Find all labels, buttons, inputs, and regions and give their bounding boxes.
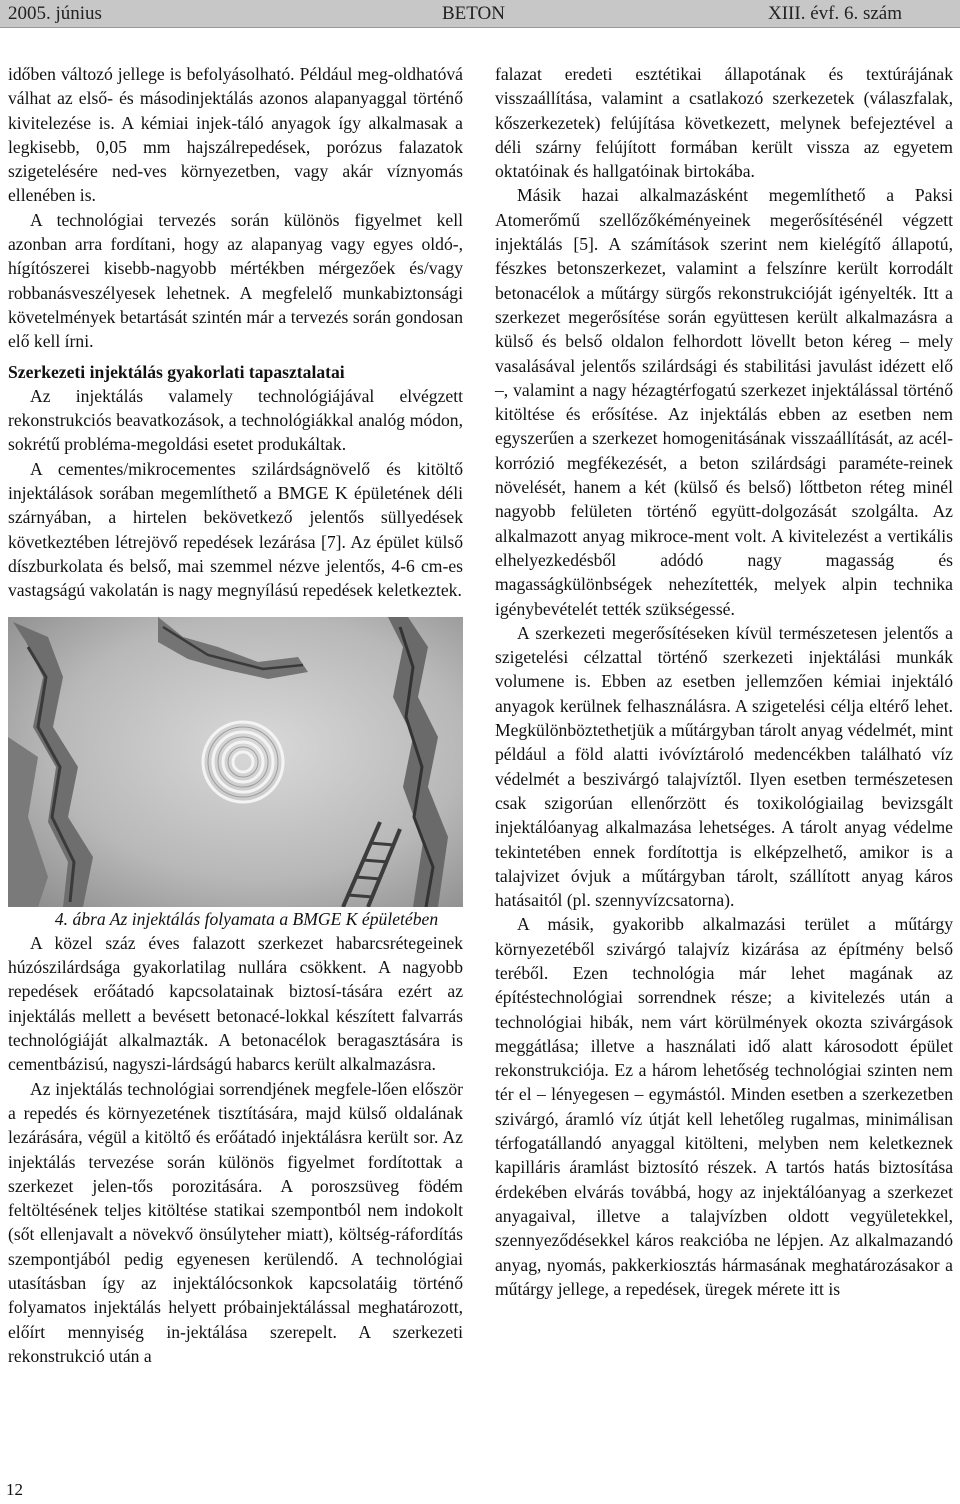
paragraph: Az injektálás valamely technológiájával elvégzett rekonstrukciós beavatkozások, a technológiákkal analóg módon, sokrétű probléma-megoldási esetet produkáltak. (8, 385, 463, 455)
figure-caption: 4. ábra Az injektálás folyamata a BMGE K épületében (54, 908, 439, 929)
paragraph: A szerkezeti megerősítéseken kívül természetesen jelentős a szigetelési célzattal történő szerkezeti injektálási munkák volumene is. Ebben az esetben jellemzően kémiai injektáló anyagok kerülnek felhasználásra. A szigetelési célja eltérő lehet. Megkülönböztethetjük a műtárgyban tárolt anyag védelmét, mint például a föld alatti ivóvíztároló medencékben található víz védelmét a beszivárgó talajvíztől. Ilyen esetben természetesen csak szigorúan ellenőrzött és toxikológiailag bevizsgált injektálóanyag alkalmazása lehetséges. A tárolt anyag védelme tekintetében ennek fordítottja is elképzelhető, amikor is a talajvizet óvjuk a műtárgyban tárolt, szállított anyag káros hatásaitól (pl. szennyvízcsatorna). (495, 622, 953, 911)
paragraph: Az injektálás technológiai sorrendjének megfele-lően először a repedés és környezetének tisztítására, majd külső oldalának lezárására, végül a kitöltő és erőátadó injektálásra került sor. Az injektálás tervezése során különös figyelmet fordítottak a szerkezet jelen-tős porozitására. A poroszsüveg födém feltöltésének teljes kitöltése statikai szempontból nem indokolt (sőt ellenjavalt a növekvő önsúlyteher miatt), költség-ráfordítás szempontjából pedig egyenesen kerülendő. A technológiai utasításban így az injektálócsonkok kapcsolatáig történő folyamatos injektálás helyett próbainjektálással meghatározott, előírt mennyiség in-jektálása szerepelt. A szerkezeti rekonstrukció után a (8, 1078, 463, 1366)
paragraph: A technológiai tervezés során különös figyelmet kell azonban arra fordítani, hogy az alapanyag vagy egyes oldó-, hígítószerei kisebb-nagyobb mértékben mérgezőek és/vagy robbanásveszélyesek lehetnek. A megfelelő munkabiztonsági követelmények betartását szintén már a tervezés során gondosan elő kell írni. (8, 209, 463, 352)
paragraph: Másik hazai alkalmazásként megemlíthető a Paksi Atomerőmű szellőzőkéményeinek megerősítésénél végzett injektálás [5]. A számítások szerint nem kielégítő állapotú, fészkes betonszerkezet, valamint a felszínre került korrodált betonacélok a műtárgy sürgős rekonstrukcióját igényelték. Itt a szerkezet megerősítése során együttesen került alkalmazásra a külső és belső oldalon felhordott lövellt beton kéreg – mely vasalásával jelentős szilárdsági és stabilitási javulást idézett elő –, valamint a nagy hézagtérfogatú szerkezet injektálással történő kitöltése és erősítése. Az injektálás ebben az esetben nem egyszerűen a szerkezet homogenitásának visszaállítását, az acél-korrózió megfékezését, a beton szilárdsági paraméte-reinek növelését, hanem a két (külső és belső) lőttbeton réteg minél nagyobb felületen történő együtt-dolgozását szolgálta. Az alkalmazott anyag mikroce-ment volt. A kivitelezést a vertikális elhelyezkedésből adódó nagy magasság és magasságkülönbségek nehezítették, melyek alpin technika igénybevételét tették szükségessé. (495, 185, 953, 619)
paragraph: A cementes/mikrocementes szilárdságnövelő és kitöltő injektálások sorában megemlíthető a BMGE K épületének déli szárnyában, a hirtelen bekövetkező jelentős süllyedések következtében létrejövő repedések lezárása [7]. Az épület külső díszburkolata és belső, mai szemmel nézve jelentős, 4-6 cm-es vastagságú vakolatán is nagy megnyílású repedések keletkeztek. (8, 458, 463, 601)
paragraph: A közel száz éves falazott szerkezet habarcsrétegeinek húzószilárdsága gyakorlatilag nullára csökkent. A nagyobb repedések erőátadó kapcsolatainak biztosí-tására ezért az injektálás mellett a bevésett betonacé-lokkal készített falvarrás technológiáját alkalmazták. A betonacélok beragasztására is cementbázisú, nagyszi-lárdságú habarcs került alkalmazásra. (8, 932, 463, 1075)
right-column (495, 62, 953, 1301)
page-number: 12 (6, 1480, 23, 1499)
section-heading: Szerkezeti injektálás gyakorlati tapasztalatai (8, 361, 345, 382)
header-journal: BETON (442, 3, 505, 24)
paragraph: A másik, gyakoribb alkalmazási terület a műtárgy környezetéből szivárgó talajvíz kizárása az építmény belső teréből. Ezen technológia már lehet magának az építéstechnológiai sorrendnek része; a kivitelezés után a technológiai hibák, nem várt körülmények okozta szivárgások meggátlása; illetve a használati idő alatt károsodott épület rekonstrukciója. Ez a három lehetőség technológiai szinten nem tér el – lényegesen – egymástól. Minden esetben a szerkezetben szivárgó, áramló víz útját kell lehetőleg rugalmas, minimálisan térfogatállandó anyaggal kitölteni, melyben nem keletkeznek kapilláris áramlást biztosító részek. A tartós hatás biztosítása érdekében elvárás továbbá, hogy az injektálóanyag a szerkezet anyagaival, illetve a talajvízben oldott vegyületekkel, szennyeződésekkel káros reakcióba ne lépjen. Az alkalmazandó anyag, nyomás, pakkerkiosztás hármasának meghatározásakor a műtárgy jellege, a repedések, üregek mérete itt is (495, 914, 953, 1299)
paragraph: időben változó jellege is befolyásolható. Például meg-oldhatóvá válhat az első- és másodinjektálás azonos alapanyaggal történő kivitelezése is. A kémiai injek-táló anyagok így alkalmasak a legkisebb, 0,05 mm hajszálrepedések, porózus falazatok szigetelésére ned-ves környezetben, vagy akár víznyomás ellenében is. (8, 64, 463, 206)
header-volume: XIII. évf. 6. szám (768, 3, 903, 24)
left-column (8, 62, 463, 1368)
running-header (0, 0, 960, 28)
header-date: 2005. június (8, 3, 102, 24)
figure-photo (8, 617, 463, 907)
paragraph: falazat eredeti esztétikai állapotának és textúrájának visszaállítása, valamint a csatlakozó szerkezetek (válaszfalak, kőszerkezetek) felújítása következett, melynek befejeztével a déli szárny felújított formában került vissza az egyetem oktatóinak és hallgatóinak birtokába. (495, 64, 953, 182)
ceiling-crack-photo (8, 617, 463, 907)
